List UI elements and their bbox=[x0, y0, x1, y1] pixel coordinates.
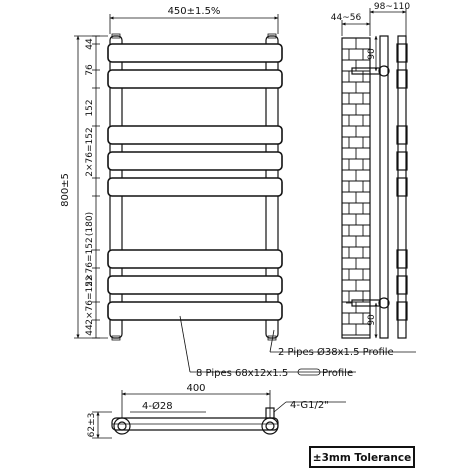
bottom-height-label: 62±3 bbox=[87, 412, 97, 438]
dim-180: (180) bbox=[85, 211, 95, 237]
tolerance-label: ±3mm Tolerance bbox=[312, 452, 412, 464]
flat-bar-5 bbox=[108, 178, 282, 196]
left-pipe-end bbox=[114, 418, 130, 434]
dim-2x76-middle: 2×76=152 bbox=[85, 237, 95, 287]
right-pipe-end bbox=[262, 418, 278, 434]
flat-bars-note: 8 Pipes 68x12x1.5 bbox=[196, 368, 289, 379]
overall-width-label: 450±1.5% bbox=[167, 6, 221, 17]
dim-76: 76 bbox=[85, 64, 95, 76]
dim-2x76-upper: 2×76=152 bbox=[85, 127, 95, 177]
thread-label: 4-G1/2" bbox=[290, 400, 329, 411]
side-view bbox=[331, 2, 411, 338]
centre-distance-label: 400 bbox=[186, 383, 206, 394]
bottom-bracket-dim: 90 bbox=[367, 314, 377, 326]
flat-bar-6 bbox=[108, 250, 282, 268]
side-bar-strip bbox=[398, 36, 406, 338]
flat-bar-7 bbox=[108, 276, 282, 294]
brick-pattern bbox=[342, 38, 370, 335]
flat-bar-8 bbox=[108, 302, 282, 320]
pipe-diameter-label: 4-Ø28 bbox=[142, 401, 173, 412]
flat-bar-2 bbox=[108, 70, 282, 88]
wall-distance-label: 98~110 bbox=[373, 2, 411, 12]
flat-bar-1 bbox=[108, 44, 282, 62]
side-pipe bbox=[380, 36, 388, 338]
bottom-bracket bbox=[346, 298, 389, 308]
vertical-pipes-note: 2 Pipes Ø38x1.5 Profile bbox=[278, 347, 394, 358]
dim-152: 152 bbox=[85, 99, 95, 117]
dim-44-top: 44 bbox=[85, 38, 95, 50]
tolerance-box bbox=[310, 447, 414, 467]
dim-2x76-lower: 2×76=152 bbox=[85, 275, 95, 325]
top-bracket-dim: 90 bbox=[367, 48, 377, 60]
depth-label: 44~56 bbox=[330, 13, 362, 23]
overall-height-label: 800±5 bbox=[60, 173, 71, 207]
flat-bar-4 bbox=[108, 152, 282, 170]
bar-profile-label: Profile bbox=[322, 368, 354, 379]
flat-bar-3 bbox=[108, 126, 282, 144]
bottom-view bbox=[87, 383, 346, 438]
pipe-notes bbox=[180, 316, 416, 379]
dim-44-bottom: 44 bbox=[85, 324, 95, 336]
front-view bbox=[60, 6, 282, 340]
